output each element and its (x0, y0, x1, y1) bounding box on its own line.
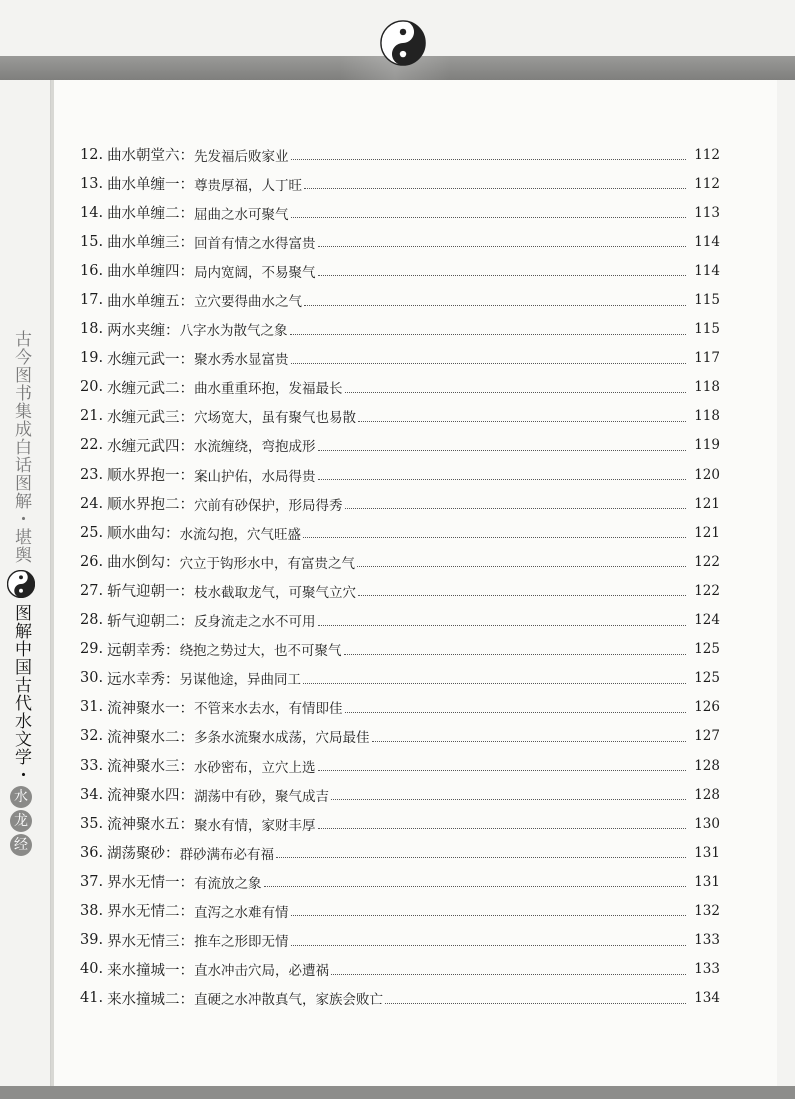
dot-leader (276, 843, 686, 858)
entry-title: 湖荡聚砂： (107, 846, 180, 863)
toc-entry[interactable] (80, 460, 720, 489)
dot-leader (345, 378, 686, 393)
badge-char: 龙 (10, 810, 32, 832)
entry-number: 38. (80, 902, 104, 919)
dot-leader (291, 203, 686, 218)
entry-page-number: 125 (694, 641, 720, 658)
entry-number: 37. (80, 873, 104, 890)
entry-page-number: 115 (694, 321, 720, 338)
entry-subtitle: 水流缠绕，弯抱成形 (194, 439, 316, 456)
entry-title: 流神聚水二： (107, 729, 195, 746)
entry-number: 34. (80, 786, 104, 803)
entry-title: 曲水单缠一： (107, 177, 195, 194)
dot-leader (318, 814, 686, 829)
entry-number: 32. (80, 728, 104, 745)
book-title: 图解中国古代水文学・ (11, 604, 31, 784)
entry-subtitle: 聚水有情，家财丰厚 (194, 817, 316, 834)
entry-subtitle: 穴场宽大，虽有聚气也易散 (194, 410, 357, 427)
dot-leader (331, 785, 686, 800)
entry-page-number: 126 (694, 699, 720, 716)
toc-entry[interactable] (80, 402, 720, 431)
entry-number: 30. (80, 670, 104, 687)
entry-subtitle: 水砂密布，立穴上选 (194, 759, 316, 776)
dot-leader (318, 465, 686, 480)
entry-subtitle: 有流放之象 (194, 875, 262, 892)
toc-entry[interactable] (80, 431, 720, 460)
entry-title: 曲水单缠三： (107, 235, 195, 252)
entry-title: 流神聚水一： (107, 700, 195, 717)
entry-page-number: 122 (694, 553, 720, 570)
toc-entry[interactable] (80, 547, 720, 576)
toc-entry[interactable] (80, 256, 720, 285)
toc-entry[interactable] (80, 576, 720, 605)
entry-subtitle: 八字水为散气之象 (179, 323, 288, 340)
entry-title: 远朝幸秀： (107, 642, 180, 659)
entry-number: 36. (80, 844, 104, 861)
toc-entry[interactable] (80, 722, 720, 751)
entry-subtitle: 曲水重重环抱，发福最长 (194, 381, 343, 398)
toc-entry[interactable] (80, 896, 720, 925)
toc-entry[interactable] (80, 169, 720, 198)
entry-number: 27. (80, 582, 104, 599)
toc-entry[interactable] (80, 635, 720, 664)
toc-entry[interactable] (80, 751, 720, 780)
entry-number: 23. (80, 466, 104, 483)
entry-number: 26. (80, 553, 104, 570)
entry-title: 界水无情三： (107, 933, 195, 950)
entry-number: 14. (80, 204, 104, 221)
entry-subtitle: 另谋他途，异曲同工 (179, 672, 302, 689)
dot-leader (304, 291, 686, 306)
toc-entry[interactable] (80, 606, 720, 635)
entry-title: 斩气迎朝二： (107, 613, 195, 630)
entry-page-number: 118 (694, 379, 720, 396)
entry-page-number: 112 (694, 146, 720, 163)
entry-subtitle: 多条水流聚水成荡，穴局最佳 (194, 730, 370, 747)
entry-number: 31. (80, 699, 104, 716)
entry-subtitle: 回首有情之水得富贵 (194, 235, 316, 252)
entry-page-number: 121 (694, 524, 720, 541)
entry-subtitle: 穴前有砂保护，形局得秀 (194, 497, 343, 514)
entry-title: 斩气迎朝一： (107, 584, 195, 601)
entry-number: 12. (80, 146, 104, 163)
entry-number: 33. (80, 757, 104, 774)
entry-number: 16. (80, 262, 104, 279)
toc-entry[interactable] (80, 984, 720, 1013)
entry-number: 17. (80, 292, 104, 309)
entry-number: 13. (80, 175, 104, 192)
dot-leader (304, 174, 686, 189)
entry-number: 21. (80, 408, 104, 425)
entry-number: 39. (80, 932, 104, 949)
entry-subtitle: 聚水秀水显富贵 (194, 352, 289, 369)
entry-number: 25. (80, 524, 104, 541)
entry-title: 水缠元武二： (107, 380, 195, 397)
entry-page-number: 112 (694, 175, 720, 192)
entry-subtitle: 尊贵厚福，人丁旺 (194, 177, 303, 194)
entry-page-number: 128 (694, 757, 720, 774)
entry-page-number: 134 (694, 990, 720, 1007)
toc-entry[interactable] (80, 926, 720, 955)
entry-subtitle: 湖荡中有砂，聚气成吉 (194, 788, 330, 805)
dot-leader (345, 494, 686, 509)
entry-title: 水缠元武三： (107, 409, 195, 426)
dot-leader (358, 407, 686, 422)
dot-leader (318, 756, 686, 771)
toc-entry[interactable] (80, 867, 720, 896)
yin-yang-icon (380, 20, 426, 66)
entry-page-number: 133 (694, 961, 720, 978)
entry-number: 15. (80, 233, 104, 250)
entry-title: 界水无情一： (107, 875, 195, 892)
entry-title: 曲水单缠四： (107, 264, 195, 281)
toc-entry[interactable] (80, 955, 720, 984)
entry-title: 曲水朝堂六： (107, 148, 195, 165)
toc-entry[interactable] (80, 664, 720, 693)
entry-page-number: 131 (694, 873, 720, 890)
dot-leader (264, 872, 686, 887)
entry-title: 流神聚水四： (107, 788, 195, 805)
dot-leader (385, 989, 686, 1004)
entry-title: 远水幸秀： (107, 671, 180, 688)
entry-page-number: 133 (694, 932, 720, 949)
entry-subtitle: 屈曲之水可聚气 (194, 206, 289, 223)
dot-leader (291, 901, 686, 916)
dot-leader (345, 698, 686, 713)
footer-band (0, 1086, 795, 1099)
toc-entry[interactable] (80, 227, 720, 256)
entry-subtitle: 穴立于钩形水中，有富贵之气 (179, 555, 356, 572)
toc-entry[interactable] (80, 518, 720, 547)
entry-title: 曲水倒勾： (107, 555, 180, 572)
table-of-contents (80, 140, 720, 1013)
entry-page-number: 115 (694, 292, 720, 309)
entry-page-number: 124 (694, 612, 720, 629)
entry-page-number: 117 (694, 350, 720, 367)
entry-page-number: 114 (694, 233, 720, 250)
badge-char: 水 (10, 786, 32, 808)
entry-page-number: 131 (694, 844, 720, 861)
entry-number: 24. (80, 495, 104, 512)
dot-leader (358, 581, 686, 596)
series-title: 古今图书集成白话图解・堪舆 (11, 330, 31, 564)
entry-number: 29. (80, 641, 104, 658)
entry-number: 28. (80, 612, 104, 629)
toc-entry[interactable] (80, 198, 720, 227)
toc-entry[interactable] (80, 809, 720, 838)
entry-number: 40. (80, 961, 104, 978)
entry-subtitle: 水流勾抱，穴气旺盛 (179, 526, 302, 543)
entry-subtitle: 绕抱之势过大，也不可聚气 (179, 643, 342, 660)
book-subtitle-badges (10, 786, 32, 856)
toc-entry[interactable] (80, 780, 720, 809)
entry-title: 水缠元武一： (107, 351, 195, 368)
dot-leader (303, 523, 686, 538)
entry-page-number: 119 (694, 437, 720, 454)
dot-leader (318, 232, 686, 247)
entry-title: 流神聚水三： (107, 759, 195, 776)
entry-title: 水缠元武四： (107, 438, 195, 455)
entry-page-number: 113 (694, 204, 720, 221)
toc-entry[interactable] (80, 285, 720, 314)
entry-title: 顺水界抱二： (107, 497, 195, 514)
entry-number: 20. (80, 379, 104, 396)
entry-title: 两水夹缠： (107, 322, 180, 339)
entry-page-number: 130 (694, 815, 720, 832)
entry-page-number: 122 (694, 582, 720, 599)
dot-leader (372, 727, 686, 742)
toc-entry[interactable] (80, 373, 720, 402)
dot-leader (291, 349, 686, 364)
entry-page-number: 121 (694, 495, 720, 512)
entry-page-number: 132 (694, 902, 720, 919)
toc-entry[interactable] (80, 693, 720, 722)
entry-subtitle: 先发福后败家业 (194, 148, 289, 165)
entry-subtitle: 反身流走之水不可用 (194, 614, 316, 631)
entry-number: 22. (80, 437, 104, 454)
entry-subtitle: 枝水截取龙气，可聚气立穴 (194, 584, 357, 601)
entry-number: 35. (80, 815, 104, 832)
entry-subtitle: 局内宽阔，不易聚气 (194, 264, 316, 281)
entry-title: 曲水单缠二： (107, 206, 195, 223)
entry-page-number: 120 (694, 466, 720, 483)
entry-page-number: 114 (694, 262, 720, 279)
entry-title: 流神聚水五： (107, 817, 195, 834)
entry-title: 来水撞城一： (107, 962, 195, 979)
dot-leader (303, 669, 686, 684)
badge-char: 经 (10, 834, 32, 856)
toc-entry[interactable] (80, 344, 720, 373)
dot-leader (357, 552, 686, 567)
dot-leader (291, 145, 686, 160)
entry-title: 来水撞城二： (107, 991, 195, 1008)
toc-entry[interactable] (80, 489, 720, 518)
entry-title: 顺水界抱一： (107, 468, 195, 485)
dot-leader (318, 436, 686, 451)
entry-page-number: 127 (694, 728, 720, 745)
entry-number: 19. (80, 350, 104, 367)
entry-subtitle: 推车之形即无情 (194, 934, 289, 951)
toc-entry[interactable] (80, 838, 720, 867)
entry-subtitle: 群砂满布必有福 (179, 846, 275, 863)
side-spine (4, 330, 38, 856)
entry-subtitle: 立穴要得曲水之气 (194, 294, 303, 311)
entry-subtitle: 直水冲击穴局，必遭祸 (194, 963, 330, 980)
entry-subtitle: 不管来水去水，有情即佳 (194, 701, 343, 718)
dot-leader (291, 931, 686, 946)
toc-entry[interactable] (80, 315, 720, 344)
entry-subtitle: 案山护佑，水局得贵 (194, 468, 316, 485)
yin-yang-icon (7, 570, 35, 598)
dot-leader (344, 640, 686, 655)
entry-number: 18. (80, 321, 104, 338)
entry-page-number: 128 (694, 786, 720, 803)
entry-title: 顺水曲勾： (107, 526, 180, 543)
entry-page-number: 125 (694, 670, 720, 687)
dot-leader (331, 960, 686, 975)
toc-entry[interactable] (80, 140, 720, 169)
entry-page-number: 118 (694, 408, 720, 425)
entry-number: 41. (80, 990, 104, 1007)
entry-subtitle: 直硬之水冲散真气，家族会败亡 (194, 992, 384, 1009)
dot-leader (318, 611, 686, 626)
dot-leader (290, 320, 686, 335)
dot-leader (318, 261, 686, 276)
entry-subtitle: 直泻之水难有情 (194, 904, 289, 921)
entry-title: 界水无情二： (107, 904, 195, 921)
entry-title: 曲水单缠五： (107, 293, 195, 310)
